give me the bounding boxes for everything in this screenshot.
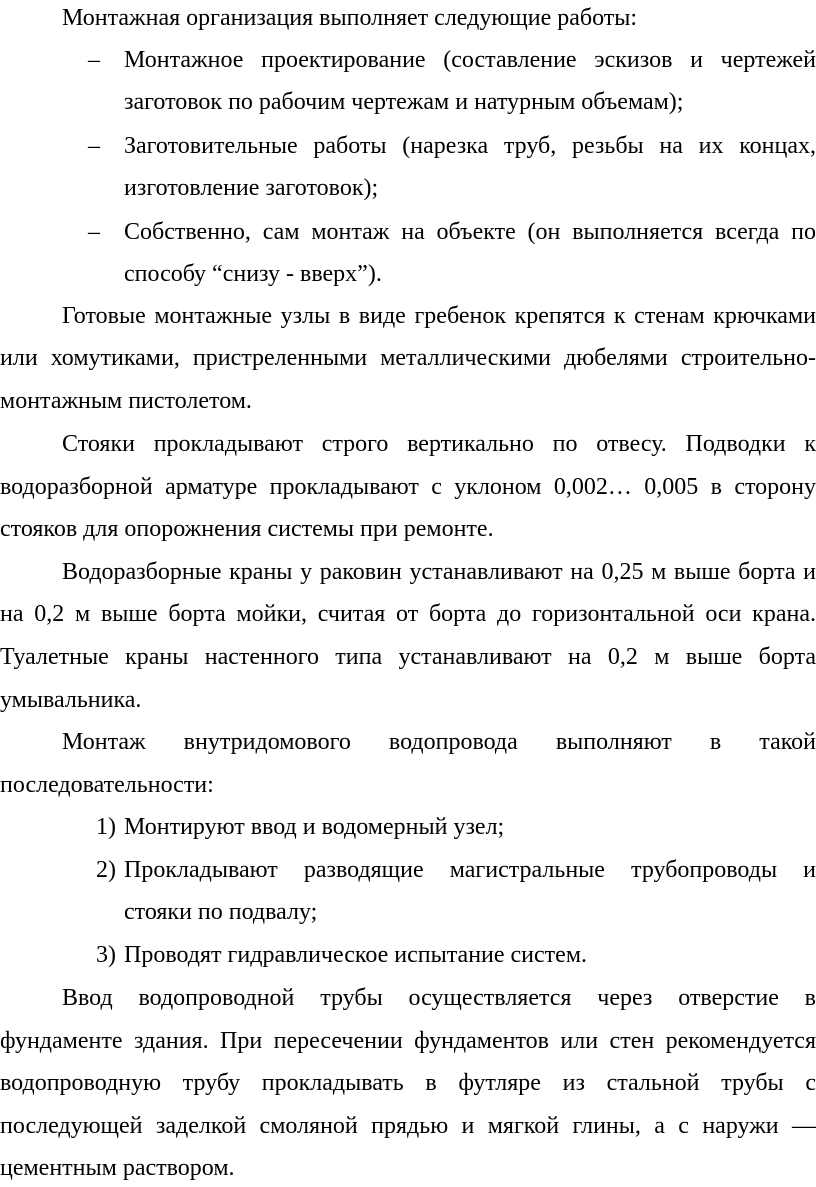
paragraph-line: умывальника. — [0, 687, 142, 713]
paragraph-line: Ввод водопроводной трубы осуществляется через отверстие в — [62, 985, 816, 1011]
intro-heading: Монтажная организация выполняет следующие работы: — [62, 5, 638, 31]
paragraph-line: последующей заделкой смоляной прядью и мягкой глины, а с наружи — — [0, 1113, 816, 1139]
paragraph-line: или хомутиками, пристреленными металлическими дюбелями строительно- — [0, 345, 816, 371]
step-number: 2) — [96, 857, 116, 883]
step-line: стояки по подвалу; — [124, 899, 318, 925]
paragraph-line: Готовые монтажные узлы в виде гребенок крепятся к стенам крючками — [62, 303, 816, 329]
dash-marker: – — [88, 47, 100, 73]
works-item-line: Заготовительные работы (нарезка труб, резьбы на их концах, — [124, 133, 816, 159]
step-line: Проводят гидравлическое испытание систем. — [124, 942, 588, 968]
step-number: 1) — [96, 814, 116, 840]
paragraph-line: Водоразборные краны у раковин устанавливают на 0,25 м выше борта и — [62, 559, 816, 585]
paragraph-line: фундаменте здания. При пересечении фундаментов или стен рекомендуется — [0, 1028, 816, 1054]
paragraph-line: монтажным пистолетом. — [0, 388, 252, 414]
step-line: Монтируют ввод и водомерный узел; — [124, 814, 505, 840]
works-item-line: Собственно, сам монтаж на объекте (он выполняется всегда по — [124, 219, 816, 245]
paragraph-line: на 0,2 м выше борта мойки, считая от борта до горизонтальной оси крана. — [0, 601, 816, 627]
step-number: 3) — [96, 942, 116, 968]
paragraph-line: последовательности: — [0, 772, 214, 798]
paragraph-line: Монтаж внутридомового водопровода выполняют в такой — [62, 729, 816, 755]
step-line: Прокладывают разводящие магистральные трубопроводы и — [124, 857, 816, 883]
dash-marker: – — [88, 219, 100, 245]
paragraph-line: стояков для опорожнения системы при ремонте. — [0, 516, 494, 542]
paragraph-line: Стояки прокладывают строго вертикально по отвесу. Подводки к — [62, 431, 816, 457]
works-item-line: способу “снизу - вверх”). — [124, 261, 382, 287]
paragraph-line: водоразборной арматуре прокладывают с уклоном 0,002… 0,005 в сторону — [0, 474, 816, 500]
paragraph-line: водопроводную трубу прокладывать в футляре из стальной трубы с — [0, 1070, 816, 1096]
works-item-line: заготовок по рабочим чертежам и натурным объемам); — [124, 89, 684, 115]
paragraph-line: Туалетные краны настенного типа устанавливают на 0,2 м выше борта — [0, 644, 816, 670]
dash-marker: – — [88, 133, 100, 159]
works-item-line: Монтажное проектирование (составление эскизов и чертежей — [124, 47, 816, 73]
paragraph-line: цементным раствором. — [0, 1155, 235, 1181]
works-item-line: изготовление заготовок); — [124, 175, 379, 201]
